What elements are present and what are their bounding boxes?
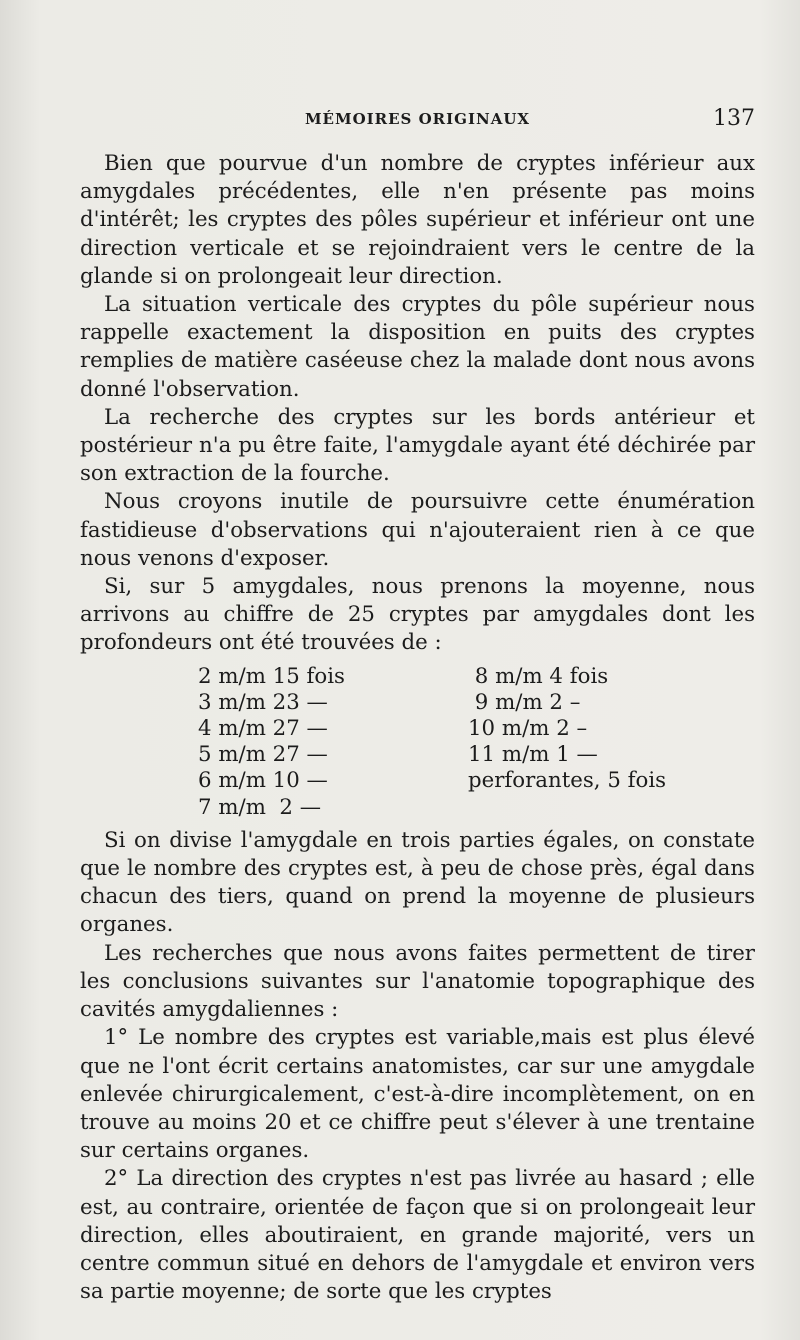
paragraph: La situation verticale des cryptes du pôle supérieur nous rappelle exactement la disposition en puits des cryptes remplies de matière caséeuse chez la malade dont nous avons donné l'observation. [80,292,755,402]
paragraph: Bien que pourvue d'un nombre de cryptes inférieur aux amygdales précédentes, elle n'en présente pas moins d'intérêt; les cryptes des pôles supérieur et inférieur ont une direction verticale et se rejoindraient vers le centre de la glande si on prolongeait leur direction. [80,151,755,289]
page-header [80,106,755,136]
depth-cell [468,795,768,821]
depth-cell: 9 m/m 2 – [468,689,581,715]
depth-cell: 11 m/m 1 — [468,742,598,768]
depth-cell: 8 m/m 4 fois [468,663,609,689]
paragraph: Les recherches que nous avons faites permettent de tirer les conclusions suivantes sur l'anatomie topographique des cavités amygdaliennes : [80,940,755,1023]
depth-cell: 7 m/m 2 — [198,794,322,820]
depth-cell: 2 m/m 15 fois [198,663,345,689]
running-head: MÉMOIRES ORIGINAUX [304,110,531,128]
depth-cell: 5 m/m 27 — [198,742,328,768]
paragraph: Si, sur 5 amygdales, nous prenons la moyenne, nous arrivons au chiffre de 25 cryptes par amygdales dont les profondeurs ont été trouvées de : [80,574,755,656]
paragraph: La recherche des cryptes sur les bords antérieur et postérieur n'a pu être faite, l'amygdale ayant été déchirée par son extraction de la fourche. [80,404,755,487]
body-text [80,150,755,1306]
page-number: 137 [713,106,755,131]
paragraph: 1° Le nombre des cryptes est variable,mais est plus élevé que ne l'ont écrit certains anatomistes, car sur une amygdale enlevée chirurgicalement, c'est-à-dire incomplètement, on en trouve au moins 20 et ce chiffre peut s'élever à une trentaine sur certains organes. [80,1025,755,1164]
depth-cell: perforantes, 5 fois [468,768,667,794]
depth-cell: 4 m/m 27 — [198,716,328,742]
depth-cell: 6 m/m 10 — [198,768,328,794]
depth-cell: 10 m/m 2 – [468,716,588,742]
paragraph: Nous croyons inutile de poursuivre cette énumération fastidieuse d'observations qui n'ajouteraient rien à ce que nous venons d'exposer. [80,489,755,571]
paragraph: 2° La direction des cryptes n'est pas livrée au hasard ; elle est, au contraire, orientée de façon que si on prolongeait leur direction, elles aboutiraient, en grande majorité, vers un centre commun situé en dehors de l'amygdale et environ vers sa partie moyenne; de sorte que les cryptes [80,1166,755,1305]
crypt-depth-table [198,664,755,821]
depth-cell: 3 m/m 23 — [198,689,328,715]
paragraph: Si on divise l'amygdale en trois parties égales, on constate que le nombre des cryptes est, à peu de chose près, égal dans chacun des tiers, quand on prend la moyenne de plusieurs organes. [80,827,755,938]
